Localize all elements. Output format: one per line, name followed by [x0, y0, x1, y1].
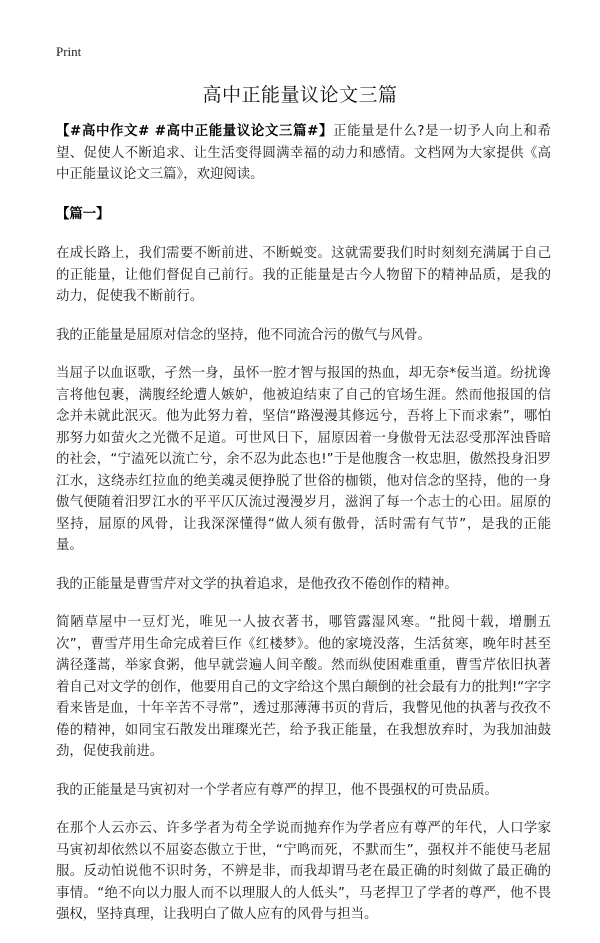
section-heading: 【篇一】	[56, 206, 110, 222]
body-paragraph-7: 在那个人云亦云、许多学者为苟全学说而抛弃作为学者应有尊严的年代，人口学家马寅初却依然以不屈姿态傲立于世，“宁鸣而死，不默而生”，强权并不能使马老屈服。反动怕说他不识时务，不辨是非，而我却谓马老在最正确的时刻做了最正确的事情。“绝不向以力服人而不以理服人的人低头”，马老捍卫了学者的尊严，他不畏强权，坚持真理，让我明白了做人应有的风骨与担当。	[56, 821, 551, 922]
body-paragraph-1: 在成长路上，我们需要不断前进、不断蜕变。这就需要我们时时刻刻充满属于自己的正能量，让他们督促自己前行。我的正能量是古今人物留下的精神品质，是我的动力，促使我不断前行。	[56, 246, 551, 304]
body-paragraph-2: 我的正能量是屈原对信念的坚持，他不同流合污的傲气与风骨。	[56, 327, 431, 343]
intro-tags: 【#高中作文# #高中正能量议论文三篇#】	[56, 124, 334, 139]
article-body	[56, 121, 551, 943]
body-paragraph-5: 简陋草屋中一豆灯光，唯见一人披衣著书，哪管露湿风寒。“批阅十载，增删五次”，曹雪芹用生命完成着巨作《红楼梦》。他的家境没落，生活贫寒，晚年时甚至满径蓬蒿，举家食粥，他早就尝遍人间辛酸。然而纵使困难重重，曹雪芹依旧执著着自己对文学的创作，他要用自己的文字给这个黑白颠倒的社会最有力的批判!“字字看来皆是血，十年辛苦不寻常”，透过那薄薄书页的背后，我瞥见他的执著与孜孜不倦的精神，如同宝石散发出璀璨光芒，给予我正能量，在我想放弃时，为我加油鼓劲，促使我前进。	[56, 615, 551, 759]
print-link[interactable]: Print	[56, 44, 82, 59]
body-paragraph-6: 我的正能量是马寅初对一个学者应有尊严的捍卫，他不畏强权的可贵品质。	[56, 782, 498, 798]
intro-text: 正能量是什么?是一切予人向上和希望、促使人不断追求、让生活变得圆满幸福的动力和感情。文档网为大家提供《高中正能量议论文三篇》，欢迎阅读。	[56, 124, 552, 182]
body-paragraph-3: 当屈子以血讴歌，孑然一身，虽怀一腔才智与报国的热血，却无奈*佞当道。纷扰谗言将他包裹，满腹经纶遭人嫉妒，他被迫结束了自己的官场生涯。然而他报国的信念并未就此泯灭。他为此努力着，坚信“路漫漫其修远兮，吾将上下而求索”，哪怕那努力如萤火之光微不足道。可世风日下，屈原因着一身傲骨无法忍受那浑浊昏暗的社会，“宁溘死以流亡兮，余不忍为此态也!”于是他腹含一枚忠胆，傲然投身汨罗江水，这绕赤红拉血的绝美魂灵便挣脱了世俗的枷锁，他对信念的坚持，他的一身傲气便随着汨罗江水的平平仄仄流过漫漫岁月，滋润了每一个志士的心田。屈原的坚持，屈原的风骨，让我深深懂得“做人须有傲骨，活时需有气节”，是我的正能量。	[56, 366, 551, 553]
intro-paragraph	[56, 121, 551, 186]
page-title: 高中正能量议论文三篇	[202, 84, 398, 106]
body-paragraph-4: 我的正能量是曹雪芹对文学的执着追求，是他孜孜不倦创作的精神。	[56, 576, 458, 592]
